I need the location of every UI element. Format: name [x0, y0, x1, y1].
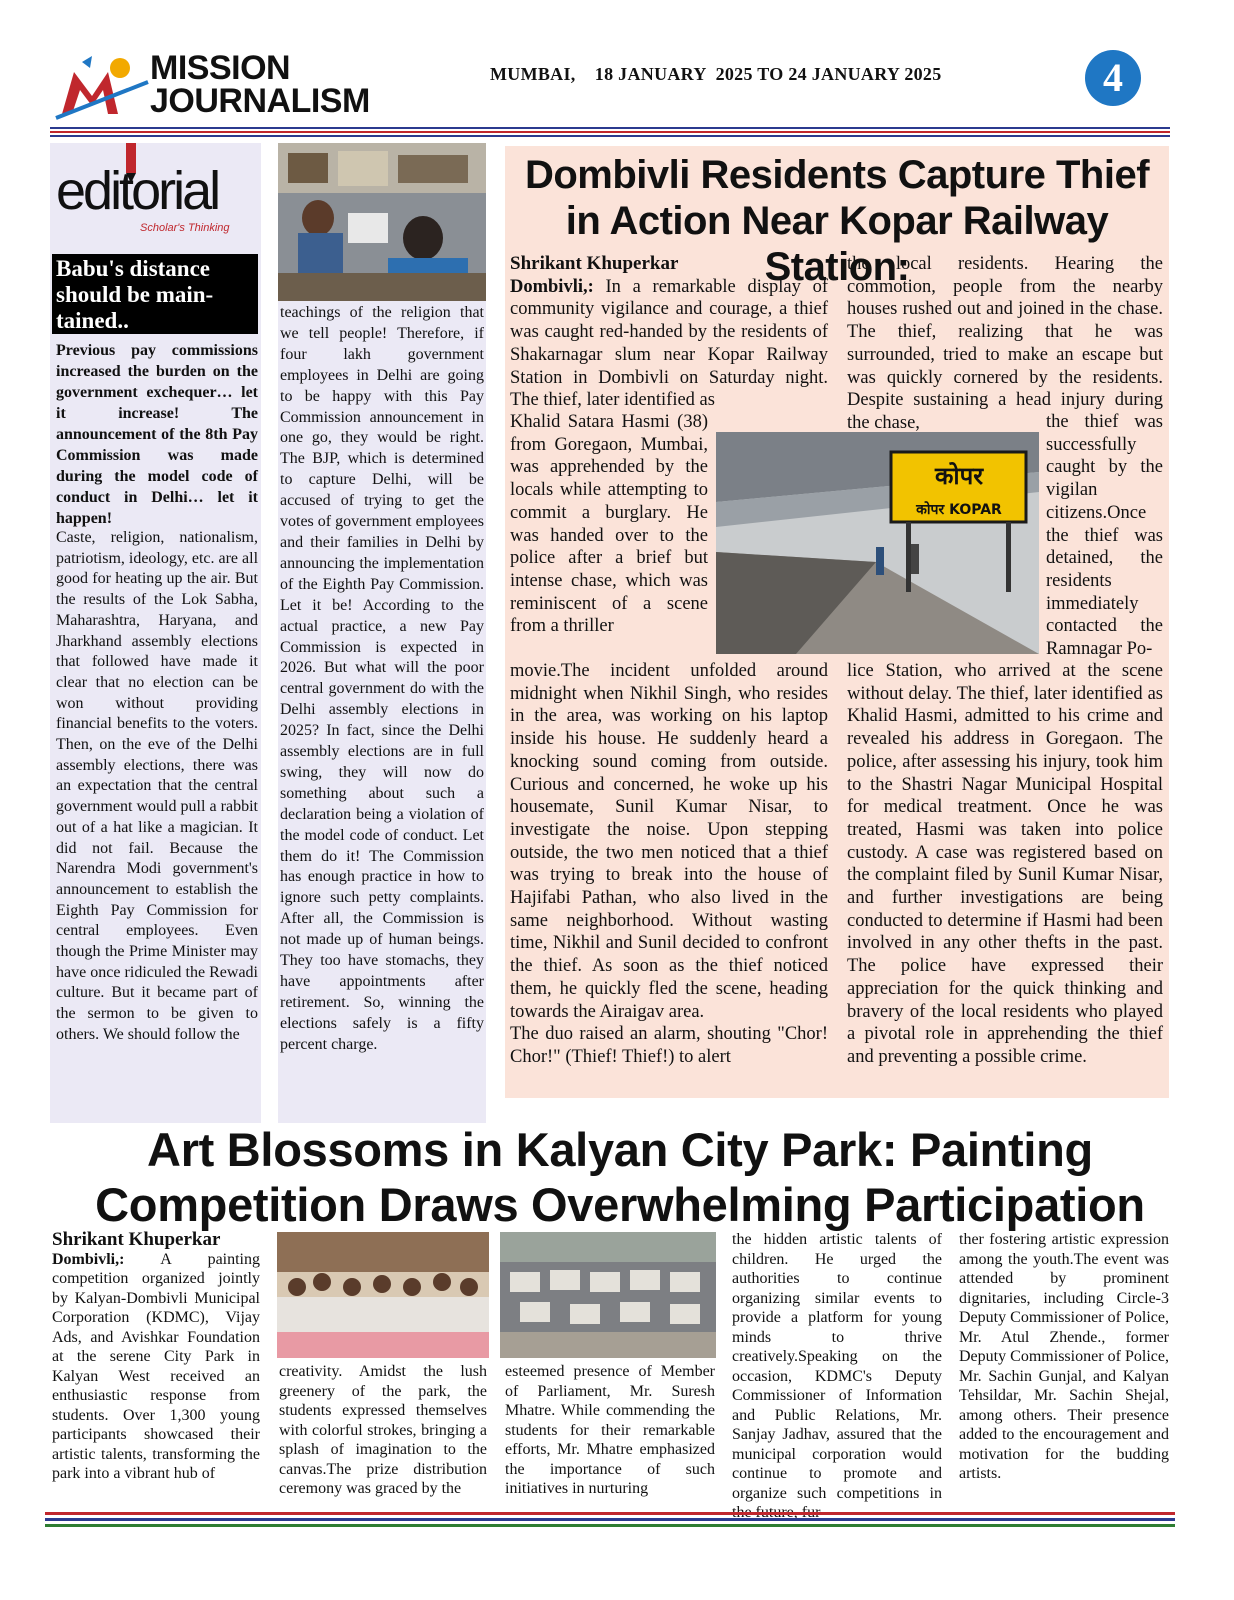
- editorial-logo-word: editorial: [56, 161, 219, 221]
- lead-story-after-photo-left: [510, 660, 828, 1069]
- art-story-column-1: [52, 1230, 260, 1484]
- lead-story-para-a: In a remarkable display of community vigilance and courage, a thief was caught red-handed by the residents of Shakarnagar slum near Kopar Railway Station in Dombivli on Saturday night. The thief, later identified as: [510, 276, 829, 411]
- masthead-dateline: MUMBAI, 18 JANUARY 2025 TO 24 JANUARY 2025: [490, 64, 942, 84]
- masthead-logo-mark: [52, 52, 152, 124]
- lead-story-column-a: [510, 253, 828, 412]
- masthead-rule-blue: [50, 127, 1170, 129]
- art-story-column-2: creativity. Amidst the lush greenery of the park, the students expressed themselves with colorful strokes, bringing a splash of imagination to the canvas.The prize distribution ceremony was graced by the: [279, 1363, 487, 1497]
- page-number-badge: 4: [1085, 50, 1141, 106]
- lead-story-wrap-right: the thief was successfully caught by the vigilan citizens.Once the thief was detained, the residents immediately contacted the Ramnagar Po-: [1046, 412, 1163, 660]
- footer-rule-blue: [45, 1518, 1175, 1521]
- masthead-title-line2: JOURNALISM: [150, 82, 370, 120]
- art-story-opening: [52, 1250, 260, 1484]
- masthead-rule-green: [50, 135, 1170, 137]
- masthead-title-line1: MISSION: [150, 49, 291, 87]
- office-workers-photo: [278, 143, 486, 301]
- lead-story-column-b: the local residents. Hearing the commotion, people from the nearby houses rushed out and joined in the chase. The thief, realizing that he was surrounded, tried to make an escape but was quickly cornered by the residents. Despite sustaining a head injury during the chase,: [847, 254, 1163, 433]
- lead-story-after-photo-right: lice Station, who arrived at the scene without delay. The thief, later identified as Khalid Hasmi, admitted to his crime and revealed his address in Goregaon. The police, after assessing his injury, took him to the Shastri Nagar Municipal Hospital for medical treatment. Once he was treated, Hasmi was taken into police custody. A case was registered based on the complaint filed by Sunil Kumar Nisar, and further investigations are being conducted to determine if Hasmi had been involved in any other thefts in the past. The police have expressed their appreciation for the quick thinking and bravery of the local residents who played a pivotal role in apprehending the thief and preventing a possible crime.: [847, 661, 1163, 1067]
- editorial-logo-tagline: Scholar's Thinking: [140, 222, 230, 234]
- painting-crowd-photo: [500, 1232, 716, 1358]
- art-story-dateline: Dombivli,:: [52, 1250, 125, 1268]
- footer-rule-red: [45, 1512, 1175, 1515]
- masthead-rule-red: [50, 131, 1170, 133]
- art-story-column-3: esteemed presence of Member of Parliament, Mr. Suresh Mhatre. While commending the students for their remarkable efforts, Mr. Mhatre emphasized the importance of such initiatives in nurturing: [505, 1363, 715, 1497]
- editorial-body-column-2: teachings of the religion that we tell people! Therefore, if four lakh government employees in Delhi are going to be happy with this Pay Commission announcement in one go, they would be right. The BJP, which is determined to capture Delhi, will be accused of trying to get the votes of government employees and their families in Delhi by announcing the implementation of the Eighth Pay Commission. Let it be! According to the actual practice, a new Pay Commission is expected in 2026. But what will the poor central government do with the Delhi assembly elections in 2025? In fact, since the Delhi assembly elections are in full swing, they will now do something about such a declaration being a violation of the model code of conduct. Let them do it! The Commission has enough practice in how to ignore such petty complaints. After all, the Commission is not made up of human beings. They too have stomachs, they have appointments after retirement. So, winning the elections safely is a fifty percent charge.: [280, 304, 484, 1053]
- lead-story-alarm: The duo raised an alarm, shouting "Chor! Chor!" (Thief! Thief!) to alert: [510, 1024, 828, 1067]
- lead-story-wrap-left: Khalid Satara Hasmi (38) from Goregaon, Mumbai, was apprehended by the locals while attempting to commit a burglary. He was handed over to the police after a brief but intense chase, which was reminiscent of a scene from a thriller: [510, 412, 708, 637]
- art-story-byline: Shrikant Khuperkar: [52, 1229, 221, 1250]
- footer-rule-green: [45, 1524, 1175, 1527]
- station-sign-line2: कोपर KOPAR: [916, 502, 1002, 518]
- editorial-headline: Babu's distance should be main-tained..: [52, 254, 258, 334]
- editorial-lead: Previous pay commissions increased the burden on the government exchequer… let it increase! The announcement of the 8th Pay Commission was made during the model code of conduct in Delhi… let it happen!: [56, 342, 258, 527]
- editorial-body-column-1: Caste, religion, nationalism, patriotism, ideology, etc. are all good for heating up the air. But the results of the Lok Sabha, Maharashtra, Haryana, and Jharkhand assembly elections that followed have made it clear that no election can be won without providing financial benefits to the voters. Then, on the eve of the Delhi assembly elections, there was an expectation that the central government would pull a rabbit out of a hat like a magician. It did not fail. Because the Narendra Modi government's announcement to establish the Eighth Pay Commission for central employees. Even though the Prime Minister may have once ridiculed the Rewadi culture. But it became part of the sermon to be given to others. We should follow the: [56, 529, 259, 1043]
- lead-story-dateline: Dombivli,:: [510, 276, 594, 297]
- lead-story-byline: Shrikant Khuperkar: [510, 253, 679, 274]
- lead-story-incident: movie.The incident unfolded around midnight when Nikhil Singh, who resides in the area, was working on his laptop inside his house. He suddenly heard a knocking sound coming from outside. Curious and concerned, he woke up his housemate, Sunil Kumar Nisar, to investigate the noise. Upon stepping outside, the two men noticed that a thief was trying to break into the house of Hajifabi Pathan, who also lived in the same neighborhood. Without wasting time, Nikhil and Sunil decided to confront the thief. As soon as the thief noticed them, he quickly fled the scene, heading towards the Airaigav area.: [510, 661, 828, 1022]
- art-story-column-5: ther fostering artistic expression among the youth.The event was attended by prominent dignitaries, including Circle-3 Deputy Commissioner of Police, Mr. Atul Zhende., former Deputy Commissioner of Police, Mr. Sachin Gunjal, and Kalyan Tehsildar, Mr. Sachin Shejal, among others. Their presence added to the encouragement and motivation for the budding artists.: [959, 1231, 1169, 1482]
- lead-story-opening: [510, 276, 828, 412]
- prize-ceremony-photo: [277, 1232, 489, 1358]
- art-story-col1-text: A painting competition organized jointly by Kalyan-Dombivli Municipal Corporation (KDMC), Vijay Ads, and Avishkar Foundation at the serene City Park in Kalyan West received an enthusiastic response from students. Over 1,300 young participants showcased their artistic talents, transforming the park into a vibrant hub of: [52, 1250, 260, 1482]
- masthead-title: [150, 49, 370, 120]
- art-story-column-4: the hidden artistic talents of children. He urged the authorities to continue organizing similar events to provide a platform for young minds to thrive creatively.Speaking on the occasion, KDMC's Deputy Commissioner of Information and Public Relations, Mr. Sanjay Jadhav, assured that the municipal corporation would continue to promote and organize such competitions in: [732, 1231, 942, 1502]
- lead-story-headline: Dombivli Residents Capture Thief in Action Near Kopar Railway Station:: [524, 153, 1150, 289]
- kopar-station-photo: [716, 432, 1039, 654]
- station-sign-hindi: कोपर: [934, 462, 984, 490]
- art-story-headline: Art Blossoms in Kalyan City Park: Painting Competition Draws Overwhelming Participation: [95, 1123, 1145, 1231]
